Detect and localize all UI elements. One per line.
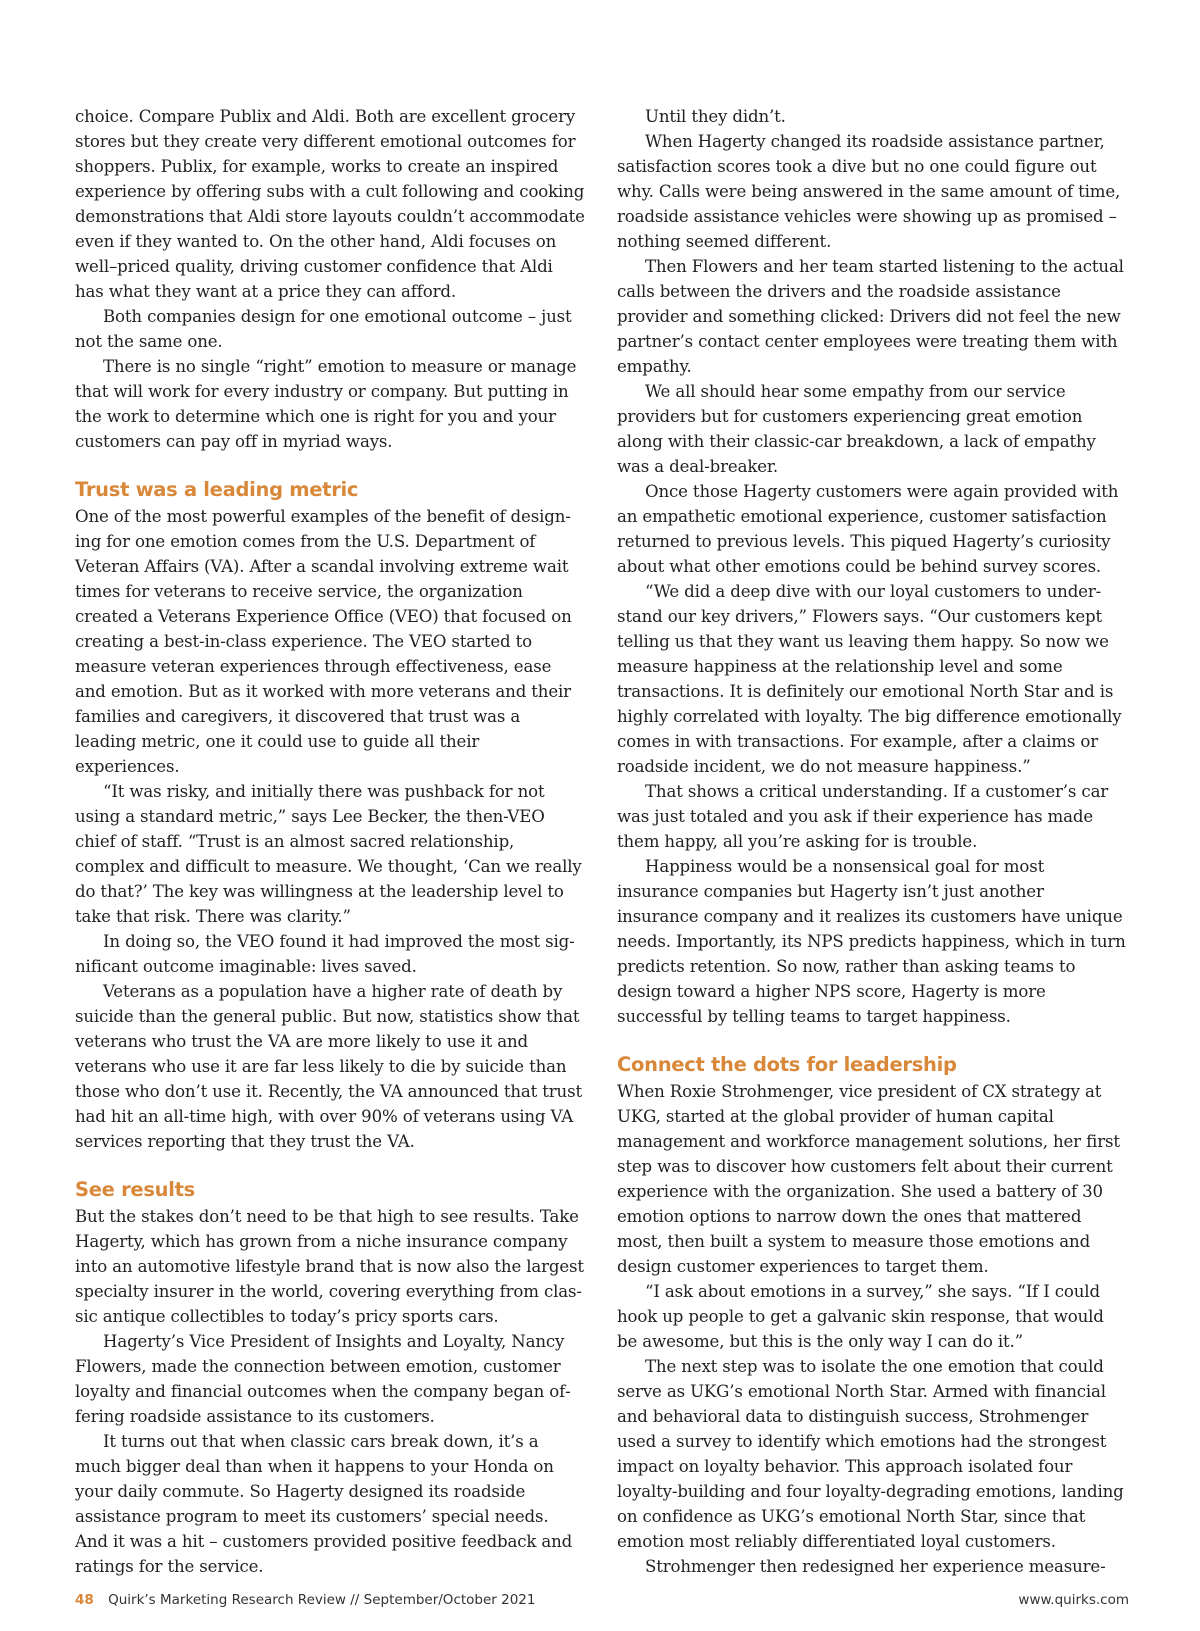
left-column [75, 104, 585, 1579]
page-number: 48 [75, 1592, 94, 1608]
section-heading: Trust was a leading metric [75, 478, 359, 501]
website-url: www.quirks.com [1018, 1592, 1129, 1608]
section-heading: See results [75, 1178, 195, 1201]
body-paragraph: choice. Compare Publix and Aldi. Both are excellent grocery stores but they create very different emotional outcomes for shoppers. Publix, for example, works to create an inspired experience by offering subs with a cult following and cooking demonstrations that Aldi store layouts couldn’t accommodate even if they wanted to. On the other hand, Aldi focuses on well–priced quality, driving customer confidence that Aldi has what they want at a price they can afford. [75, 107, 585, 301]
body-paragraph: Once those Hagerty customers were again provided with an empathetic emotional experience, customer satisfaction returned to previous levels. This piqued Hagerty’s curiosity about what other emotions could be behind survey scores. [617, 482, 1119, 576]
body-paragraph: When Hagerty changed its roadside assistance partner, satisfaction scores took a dive but no one could figure out why. Calls were being answered in the same amount of time, roadside assistance vehicles were showing up as promised – nothing seemed different. [617, 132, 1121, 251]
body-paragraph: There is no single “right” emotion to measure or manage that will work for every industry or company. But putting in the work to determine which one is right for you and your customers can pay off in myriad ways. [75, 357, 577, 451]
body-paragraph: Happiness would be a nonsensical goal for most insurance companies but Hagerty isn’t just another insurance company and it realizes its customers have unique needs. Importantly, its NPS predicts happiness, which in turn predicts retention. So now, rather than asking teams to design toward a higher NPS score, Hagerty is more successful by telling teams to target happiness. [617, 857, 1126, 1026]
body-paragraph: It turns out that when classic cars break down, it’s a much bigger deal than when it happens to your Honda on your daily commute. So Hagerty designed its roadside assistance program to meet its customers’ special needs. And it was a hit – customers provided positive feedback and ratings for the service. [75, 1432, 573, 1576]
body-paragraph: But the stakes don’t need to be that high to see results. Take Hagerty, which has grown from a niche insurance company into an automotive lifestyle brand that is now also the largest specialty insurer in the world, covering everything from classic antique collectibles to today’s pricy sports cars. [75, 1207, 584, 1326]
page-footer [75, 1592, 1129, 1608]
body-paragraph: “We did a deep dive with our loyal customers to understand our key drivers,” Flowers says. “Our customers kept telling us that they want us leaving them happy. So now we measure happiness at the relationship level and some transactions. It is definitely our emotional North Star and is highly correlated with loyalty. The big difference emotionally comes in with transactions. For example, after a claims or roadside incident, we do not measure happiness.” [617, 582, 1122, 776]
body-paragraph: In doing so, the VEO found it had improved the most significant outcome imaginable: lives saved. [75, 932, 575, 976]
section-heading: Connect the dots for leadership [617, 1053, 957, 1076]
body-paragraph: Then Flowers and her team started listening to the actual calls between the drivers and the roadside assistance provider and something clicked: Drivers did not feel the new partner’s contact center employees were treating them with empathy. [617, 257, 1124, 376]
right-column [617, 104, 1129, 1579]
body-paragraph: That shows a critical understanding. If a customer’s car was just totaled and you ask if their experience has made them happy, all you’re asking for is trouble. [617, 782, 1109, 851]
body-paragraph: Veterans as a population have a higher rate of death by suicide than the general public. But now, statistics show that veterans who trust the VA are more likely to use it and veterans who use it are far less likely to die by suicide than those who don’t use it. Recently, the VA announced that trust had hit an all-time high, with over 90% of veterans using VA services reporting that they trust the VA. [75, 982, 582, 1151]
body-paragraph: Hagerty’s Vice President of Insights and Loyalty, Nancy Flowers, made the connection between emotion, customer loyalty and financial outcomes when the company began offering roadside assistance to its customers. [75, 1332, 571, 1426]
publication-title: Quirk’s Marketing Research Review // September/October 2021 [108, 1592, 536, 1608]
body-paragraph: The next step was to isolate the one emotion that could serve as UKG’s emotional North Star. Armed with financial and behavioral data to distinguish success, Strohmenger used a survey to identify which emotions had the strongest impact on loyalty behavior. This approach isolated four loyalty-building and four loyalty-degrading emotions, landing on confidence as UKG’s emotional North Star, since that emotion most reliably differentiated loyal customers. [617, 1357, 1124, 1551]
body-paragraph: Until they didn’t. [645, 107, 786, 126]
body-paragraph: “I ask about emotions in a survey,” she says. “If I could hook up people to get a galvanic skin response, that would be awesome, but this is the only way I can do it.” [617, 1282, 1104, 1351]
body-paragraph: “It was risky, and initially there was pushback for not using a standard metric,” says Lee Becker, the then-VEO chief of staff. “Trust is an almost sacred relationship, complex and difficult to measure. We thought, ‘Can we really do that?’ The key was willingness at the leadership level to take that risk. There was clarity.” [75, 782, 582, 926]
body-paragraph: Strohmenger then redesigned her experience measure- [645, 1557, 1106, 1576]
body-paragraph: One of the most powerful examples of the benefit of designing for one emotion comes from the U.S. Department of Veteran Affairs (VA). After a scandal involving extreme wait times for veterans to receive service, the organization created a Veterans Experience Office (VEO) that focused on creating a best-in-class experience. The VEO started to measure veteran experiences through effectiveness, ease and emotion. But as it worked with more veterans and their families and caregivers, it discovered that trust was a leading metric, one it could use to guide all their experiences. [75, 507, 572, 776]
body-paragraph: We all should hear some empathy from our service providers but for customers experiencing great emotion along with their classic-car breakdown, a lack of empathy was a deal-breaker. [617, 382, 1096, 476]
body-paragraph: Both companies design for one emotional outcome – just not the same one. [75, 307, 572, 351]
body-paragraph: When Roxie Strohmenger, vice president of CX strategy at UKG, started at the global provider of human capital management and workforce management solutions, her first step was to discover how customers felt about their current experience with the organization. She used a battery of 30 emotion options to narrow down the ones that mattered most, then built a system to measure those emotions and design customer experiences to target them. [617, 1082, 1120, 1276]
